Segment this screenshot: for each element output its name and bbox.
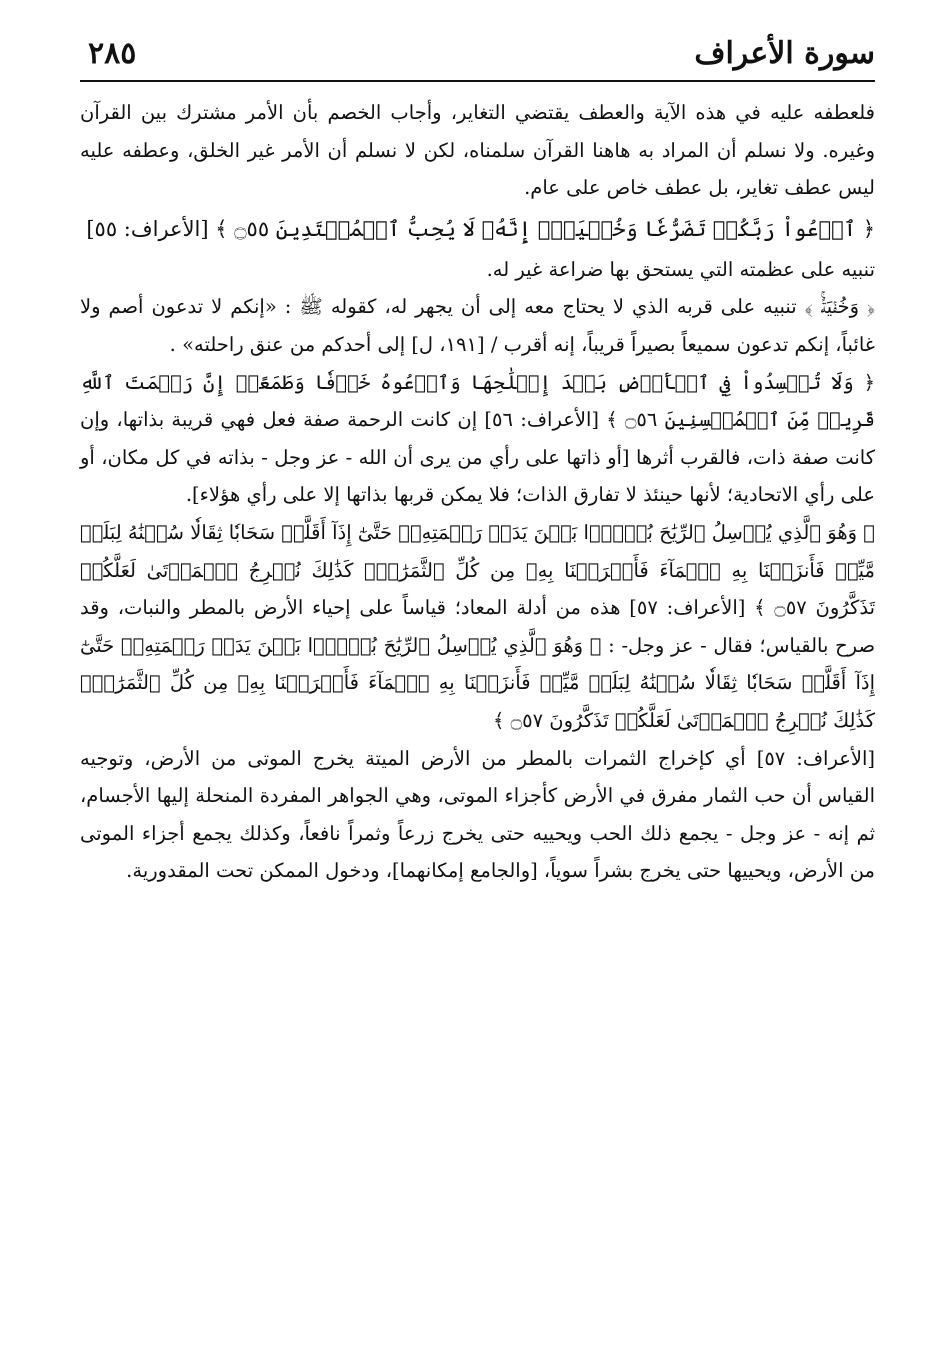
verse-57-commentary: ﴿ وَهُوَ ٱلَّذِي يُرۡسِلُ ٱلرِّيَٰحَ بُشۡرَۢا بَيۡنَ يَدَيۡ رَحۡمَتِهِۦۖ حَتَّىٰٓ إِذَآ أَقَلَّتۡ سَحَابٗا ثِقَالٗا سُقۡنَٰهُ لِبَلَدٖ مَّيِّتٖ فَأَنزَلۡنَا بِهِ ٱلۡمَآءَ فَأَخۡرَجۡنَا بِهِۦ مِن كُلِّ ٱلثَّمَرَٰتِۚ كَذَٰلِكَ نُخۡرِجُ ٱلۡمَوۡتَىٰ لَعَلَّكُمۡ تَذَكَّرُونَ ۝٥٧ ﴾ [الأعراف: ٥٧] هذه من أدلة المعاد؛ قياساً على إحياء الأرض بالمطر والنبات، وقد صرح بالقياس؛ فقال - عز وجل- : ﴿ وَهُوَ ٱلَّذِي يُرۡسِلُ ٱلرِّيَٰحَ بُشۡرَۢا بَيۡنَ يَدَيۡ رَحۡمَتِهِۦۖ حَتَّىٰٓ إِذَآ أَقَلَّتۡ سَحَابٗا ثِقَالٗا سُقۡنَٰهُ لِبَلَدٖ مَّيِّتٖ فَأَنزَلۡنَا بِهِ ٱلۡمَآءَ فَأَخۡرَجۡنَا بِهِۦ مِن كُلِّ ٱلثَّمَرَٰتِۚ كَذَٰلِكَ نُخۡرِجُ ٱلۡمَوۡتَىٰ لَعَلَّكُمۡ تَذَكَّرُونَ ۝٥٧ ﴾ bbox=[80, 520, 875, 732]
page-number: ٢٨٥ bbox=[88, 36, 137, 71]
paragraph-khufyah: ﴿ وَخُفۡيَةًۚ ﴾ تنبيه على قربه الذي لا يحتاج معه إلى أن يجهر له، كقوله ﷺ : «إنكم لا تدعون أصم ولا غائباً، إنكم تدعون سميعاً بصيراً قريباً، إنه أقرب / [١٩١، ل] إلى أحدكم من عنق راحلته» . bbox=[80, 295, 875, 356]
paragraph-commentary-55: تنبيه على عظمته التي يستحق بها ضراعة غير له. bbox=[486, 257, 875, 281]
verse-56-commentary: ﴿ وَلَا تُفۡسِدُواْ فِي ٱلۡأَرۡضِ بَعۡدَ إِصۡلَٰحِهَا وَٱدۡعُوهُ خَوۡفٗا وَطَمَعًاۚ إِنَّ رَحۡمَتَ ٱللَّهِ قَرِيبٞ مِّنَ ٱلۡمُحۡسِنِينَ ۝٥٦ ﴾ [الأعراف: ٥٦] إن كانت الرحمة صفة فعل فهي قريبة بذاتها، وإن كانت صفة ذات، فالقرب أثرها [أو ذاتها على رأي من يرى أن الله - عز وجل - بذاته في كل مكان، أو على رأي الاتحادية؛ لأنها حينئذ لا تفارق الذات؛ فلا يمكن قربها بذاتها إلا على رأي هؤلاء]. bbox=[80, 370, 875, 507]
page-body bbox=[80, 94, 875, 890]
book-page bbox=[80, 28, 875, 890]
verse-55: ﴿ ٱدۡعُواْ رَبَّكُمۡ تَضَرُّعٗا وَخُفۡيَةًۚ إِنَّهُۥ لَا يُحِبُّ ٱلۡمُعۡتَدِينَ ۝٥٥ ﴾ [الأعراف: ٥٥] bbox=[86, 216, 875, 241]
page-header bbox=[80, 28, 875, 82]
surah-title: سورة الأعراف bbox=[694, 36, 875, 71]
paragraph-closing: [الأعراف: ٥٧] أي كإخراج الثمرات بالمطر من الأرض الميتة يخرج الموتى من الأرض، وتوجيه القياس أن حب الثمار مفرق في الأرض كأجزاء الموتى، وهي الجواهر المفردة المنحلة إليها الأجسام، ثم إنه - عز وجل - يجمع ذلك الحب ويحييه حتى يخرج زرعاً وثمراً نافعاً، وكذلك يجمع أجزاء الموتى من الأرض، ويحييها حتى يخرج بشراً سوياً، [والجامع إمكانهما]، ودخول الممكن تحت المقدورية. bbox=[80, 746, 875, 883]
paragraph-intro: فلعطفه عليه في هذه الآية والعطف يقتضي التغاير، وأجاب الخصم بأن الأمر مشترك بين القرآن وغيره. ولا نسلم أن المراد به هاهنا القرآن سلمناه، لكن لا نسلم أن الأمر غير الخلق، وعطفه عليه ليس عطف تغاير، بل عطف خاص على عام. bbox=[80, 101, 875, 200]
